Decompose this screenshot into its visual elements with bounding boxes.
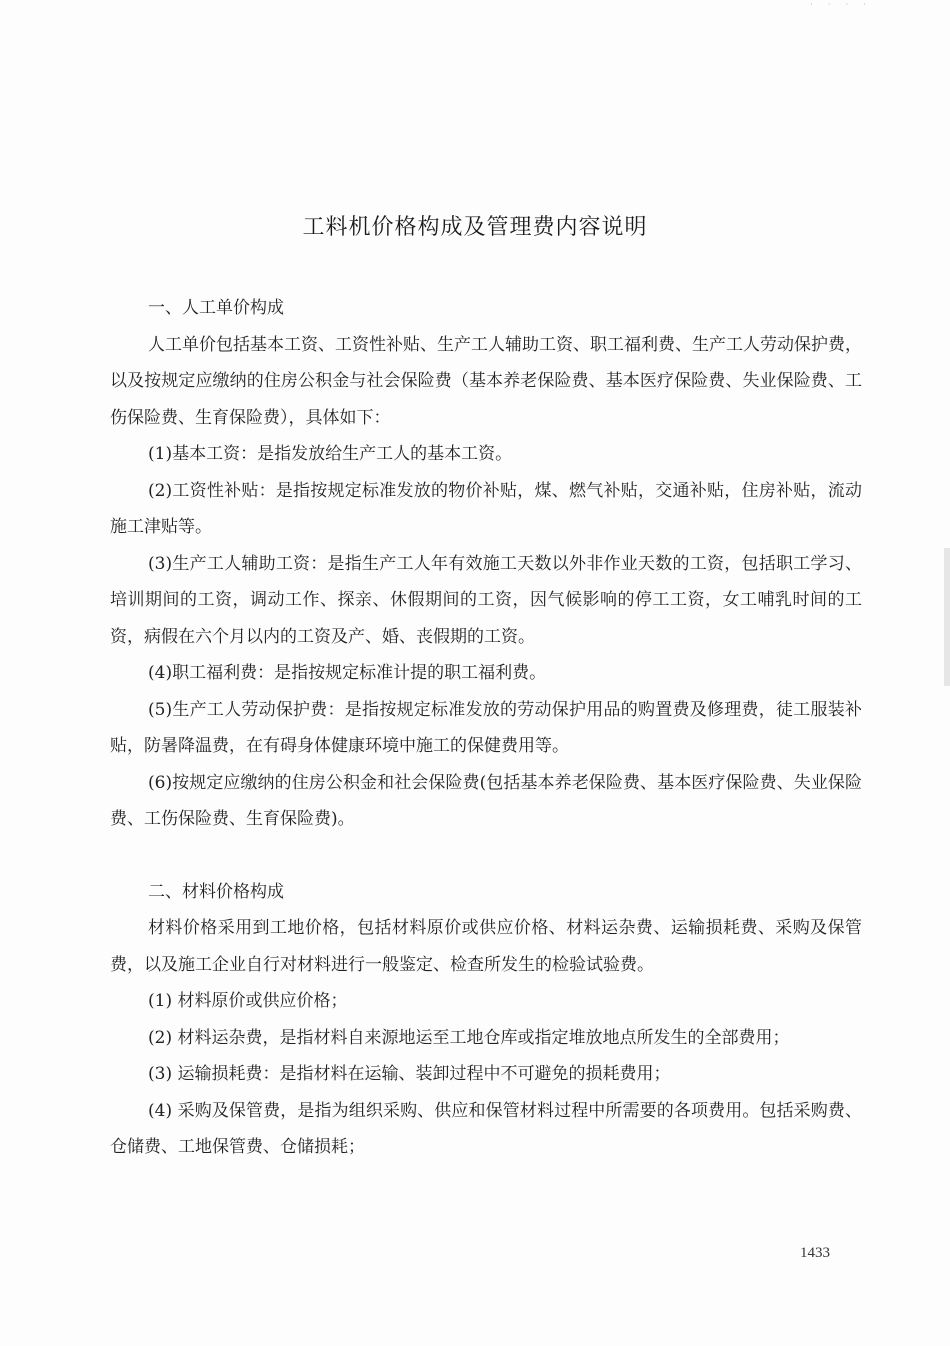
list-item: (4) 采购及保管费，是指为组织采购、供应和保管材料过程中所需要的各项费用。包括采购费、仓储费、工地保管费、仓储损耗；	[110, 1100, 862, 1157]
list-item: (2) 材料运杂费，是指材料自来源地运至工地仓库或指定堆放地点所发生的全部费用；	[148, 1027, 790, 1048]
scan-artifact: · · · ·	[810, 0, 873, 10]
list-item: (6)按规定应缴纳的住房公积金和社会保险费(包括基本养老保险费、基本医疗保险费、失业保险费、工伤保险费、生育保险费)。	[110, 772, 862, 829]
section-intro-materials: 材料价格采用到工地价格，包括材料原价或供应价格、材料运杂费、运输损耗费、采购及保管费，以及施工企业自行对材料进行一般鉴定、检查所发生的检验试验费。	[110, 918, 862, 975]
list-item: (5)生产工人劳动保护费：是指按规定标准发放的劳动保护用品的购置费及修理费，徒工服装补贴，防暑降温费，在有碍身体健康环境中施工的保健费用等。	[110, 699, 862, 756]
list-item: (1) 材料原价或供应价格；	[148, 991, 348, 1011]
page-number: 1433	[800, 1245, 830, 1261]
page-edge-shadow	[944, 548, 950, 686]
section-heading-materials: 二、材料价格构成	[148, 881, 284, 902]
section-intro-labor: 人工单价包括基本工资、工资性补贴、生产工人辅助工资、职工福利费、生产工人劳动保护费，以及按规定应缴纳的住房公积金与社会保险费（基本养老保险费、基本医疗保险费、失业保险费、工伤保险费、生育保险费），具体如下：	[110, 334, 862, 428]
list-item: (3) 运输损耗费：是指材料在运输、装卸过程中不可避免的损耗费用；	[148, 1064, 671, 1084]
document-title: 工料机价格构成及管理费内容说明	[302, 215, 648, 240]
list-item: (3)生产工人辅助工资：是指生产工人年有效施工天数以外非作业天数的工资，包括职工学习、培训期间的工资，调动工作、探亲、休假期间的工资，因气候影响的停工工资，女工哺乳时间的工资，病假在六个月以内的工资及产、婚、丧假期的工资。	[110, 553, 862, 647]
list-item: (1)基本工资：是指发放给生产工人的基本工资。	[148, 444, 513, 464]
document-body	[110, 290, 862, 1166]
list-item: (4)职工福利费：是指按规定标准计提的职工福利费。	[148, 663, 547, 683]
section-divider	[110, 838, 862, 874]
section-heading-labor: 一、人工单价构成	[148, 298, 284, 318]
list-item: (2)工资性补贴：是指按规定标准发放的物价补贴，煤、燃气补贴，交通补贴，住房补贴，流动施工津贴等。	[110, 480, 862, 537]
